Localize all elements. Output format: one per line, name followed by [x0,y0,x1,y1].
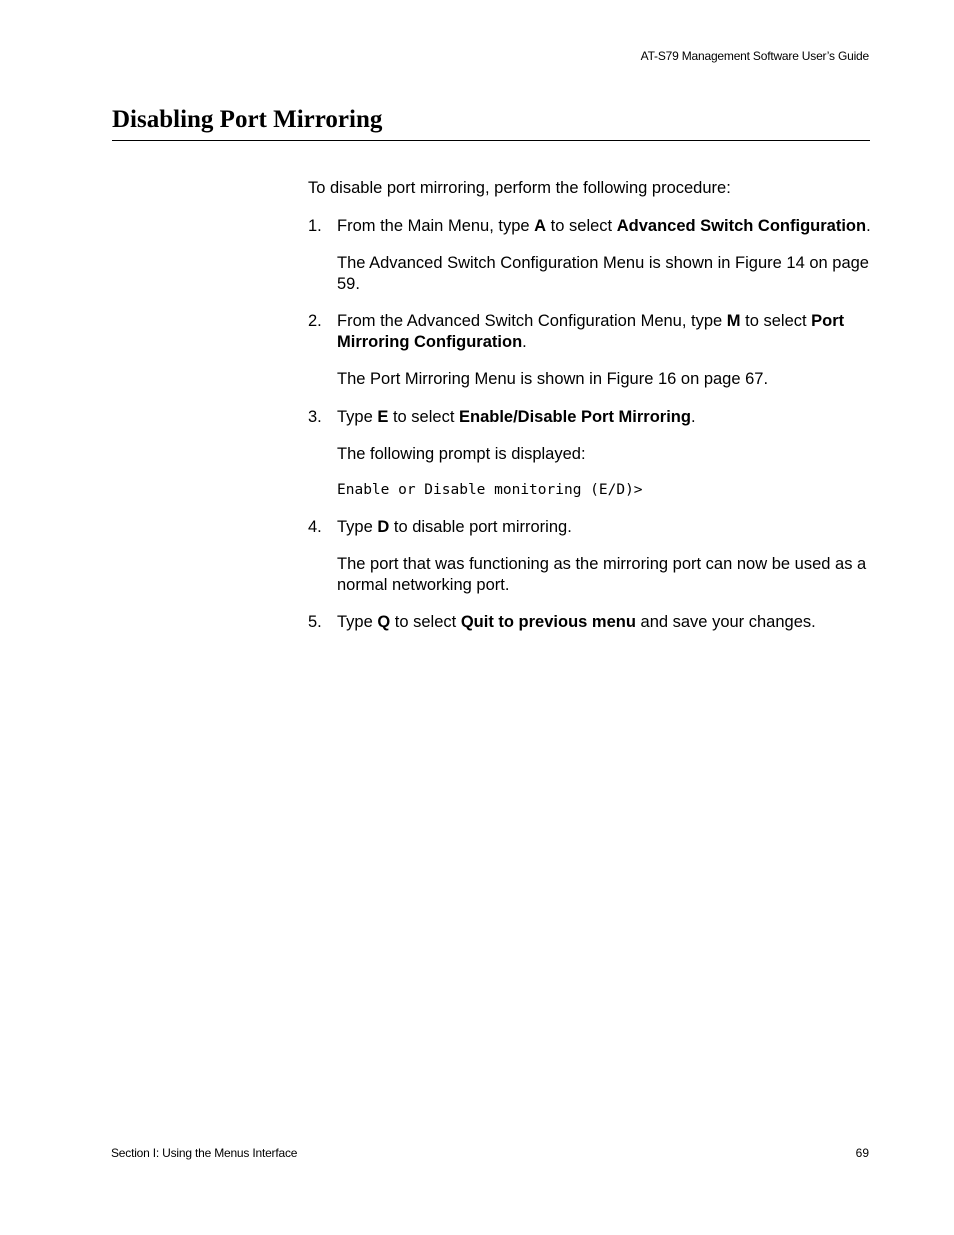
step-number: 1. [308,216,322,235]
intro-paragraph: To disable port mirroring, perform the following procedure: [308,179,731,197]
step-text: Type E to select Enable/Disable Port Mirroring. [337,407,696,426]
step-text: From the Main Menu, type A to select Advanced Switch Configuration. [337,216,871,235]
title-rule [112,140,870,141]
menu-option: Port Mirroring Configuration [337,312,845,351]
key-d: D [377,517,390,536]
key-m: M [726,312,741,330]
key-e: E [377,407,389,426]
step-1 [308,216,873,295]
step-note: The Port Mirroring Menu is shown in Figure 16 on page 67. [337,370,769,388]
step-note: The following prompt is displayed: [337,445,586,463]
procedure-body [308,178,873,650]
step-number: 2. [308,312,322,330]
step-number: 3. [308,407,322,426]
menu-option: Enable/Disable Port Mirroring [459,407,691,426]
step-number: 4. [308,517,322,536]
footer-section-label: Section I: Using the Menus Interface [111,1146,298,1160]
key-a: A [534,216,547,235]
step-note: The port that was functioning as the mirroring port can now be used as a normal networking port. [337,555,867,594]
step-2 [308,311,873,390]
step-text: From the Advanced Switch Configuration Menu, type M to select Port Mirroring Configuration. [337,312,845,351]
footer-page-number: 69 [855,1146,869,1160]
step-number: 5. [308,613,322,631]
step-4 [308,517,873,596]
step-text: Type Q to select Quit to previous menu and save your changes. [337,613,816,631]
menu-option: Advanced Switch Configuration [616,216,867,235]
page-title: Disabling Port Mirroring [112,106,383,133]
step-3 [308,407,873,500]
menu-option: Quit to previous menu [460,613,636,631]
running-header: AT-S79 Management Software User’s Guide [640,49,869,63]
step-note: The Advanced Switch Configuration Menu is shown in Figure 14 on page 59. [337,254,869,293]
prompt-code: Enable or Disable monitoring (E/D)> [337,481,643,498]
step-5 [308,612,873,633]
key-q: Q [377,613,391,631]
step-text: Type D to disable port mirroring. [337,517,572,536]
